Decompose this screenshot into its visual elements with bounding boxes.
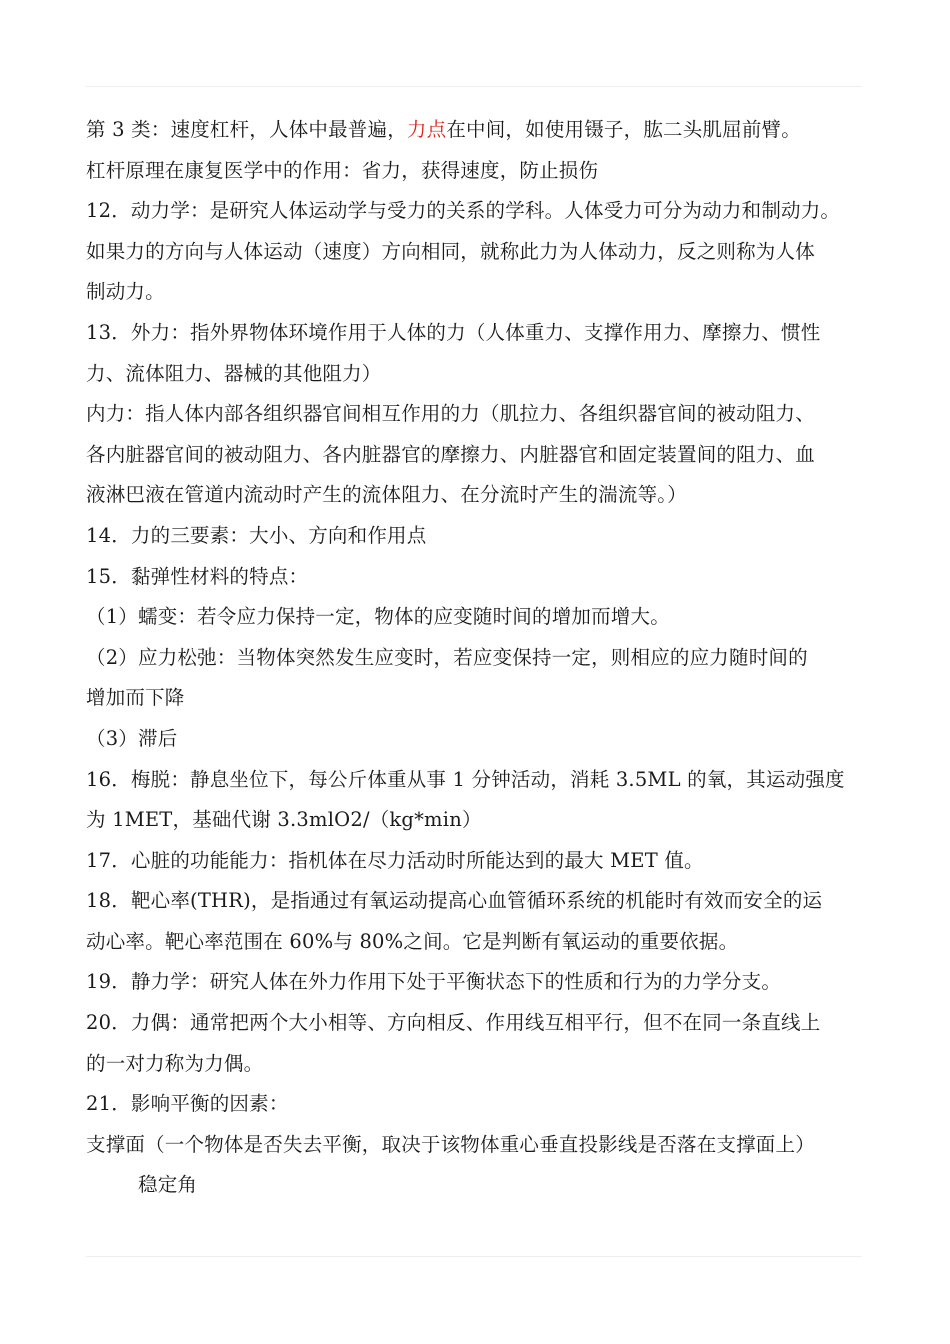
text-line: （3）滞后	[86, 726, 178, 750]
line-text-rest: 在中间，如使用镊子，肱二头肌屈前臂。	[446, 118, 801, 141]
text-line: （2）应力松弛：当物体突然发生应变时，若应变保持一定，则相应的应力随时间的	[86, 645, 808, 669]
text-line: 液淋巴液在管道内流动时产生的流体阻力、在分流时产生的湍流等。）	[86, 483, 687, 507]
text-line: 增加而下降	[86, 686, 185, 710]
text-line: （1）蠕变：若令应力保持一定，物体的应变随时间的增加而增大。	[86, 605, 670, 629]
highlighted-term: 力点	[406, 118, 447, 141]
text-line	[86, 110, 866, 151]
text-line: 的一对力称为力偶。	[86, 1051, 264, 1075]
text-line: 稳定角	[138, 1173, 198, 1197]
text-line: 杠杆原理在康复医学中的作用：省力，获得速度，防止损伤	[86, 158, 599, 182]
text-line: 18．靶心率(THR)，是指通过有氧运动提高心血管循环系统的机能时有效而安全的运	[86, 889, 823, 913]
text-line: 内力：指人体内部各组织器官间相互作用的力（肌拉力、各组织器官间的被动阻力、	[86, 402, 815, 426]
text-line: 各内脏器官间的被动阻力、各内脏器官的摩擦力、内脏器官和固定装置间的阻力、血	[86, 442, 815, 466]
text-line: 19．静力学：研究人体在外力作用下处于平衡状态下的性质和行为的力学分支。	[86, 970, 782, 994]
text-line: 支撑面（一个物体是否失去平衡，取决于该物体重心垂直投影线是否落在支撑面上）	[86, 1132, 815, 1156]
page-top-rule	[86, 86, 862, 87]
text-line: 制动力。	[86, 280, 165, 304]
text-line: 力、流体阻力、器械的其他阻力）	[86, 361, 382, 385]
page-bottom-rule	[86, 1256, 862, 1257]
text-line: 为 1MET，基础代谢 3.3mlO2/（kg*min）	[86, 808, 482, 832]
text-line: 21．影响平衡的因素：	[86, 1092, 289, 1116]
text-line: 12．动力学：是研究人体运动学与受力的关系的学科。人体受力可分为动力和制动力。	[86, 199, 841, 223]
text-line: 如果力的方向与人体运动（速度）方向相同，就称此力为人体动力，反之则称为人体	[86, 239, 815, 263]
text-line: 14．力的三要素：大小、方向和作用点	[86, 523, 427, 547]
document-body	[86, 110, 866, 1206]
text-line: 20．力偶：通常把两个大小相等、方向相反、作用线互相平行，但不在同一条直线上	[86, 1011, 821, 1035]
text-line: 13．外力：指外界物体环境作用于人体的力（人体重力、支撑作用力、摩擦力、惯性	[86, 320, 821, 344]
text-line: 16．梅脱：静息坐位下，每公斤体重从事 1 分钟活动，消耗 3.5ML 的氧，其运动强度	[86, 767, 845, 791]
text-line: 15．黏弹性材料的特点：	[86, 564, 309, 588]
text-line: 动心率。靶心率范围在 60%与 80%之间。它是判断有氧运动的重要依据。	[86, 929, 739, 953]
text-line: 17．心脏的功能能力：指机体在尽力活动时所能达到的最大 MET 值。	[86, 848, 704, 872]
line-text: 第 3 类：速度杠杆，人体中最普遍，	[86, 118, 407, 141]
